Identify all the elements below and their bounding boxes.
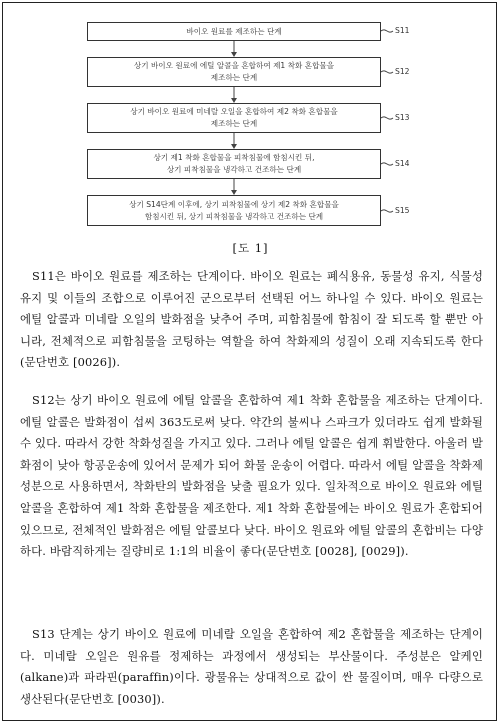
step-text: 제조하는 단계 (210, 73, 258, 82)
step-text: 바이오 원료를 제조하는 단계 (186, 26, 282, 36)
step-text: 상기 제1 착화 혼합물을 피착침물에 함침시킨 뒤, (153, 153, 315, 162)
step-tag-s14: S14 (395, 159, 410, 168)
step-text: 제조하는 단계 (210, 119, 258, 128)
step-tag-s12: S12 (395, 67, 410, 76)
flowchart-step-s15 (87, 195, 381, 226)
step-text: 함침시킨 뒤, 상기 피착침물을 냉각하고 건조하는 단계 (144, 211, 324, 221)
step-text: 상기 바이오 원료에 미네랄 오일을 혼합하여 제2 착화 혼합물을 (130, 107, 338, 116)
flowchart-step-s11 (87, 22, 381, 41)
paragraph-s13 (20, 624, 483, 710)
paragraph-text: S12는 상기 바이오 원료에 에틸 알콜을 혼합하여 제1 착화 혼합물을 제조하는 단계이다. 에틸 알콜은 발화점이 섭씨 363도로써 낮다. 약간의 불씨나 스파크가 있더라도 쉽게 발화될 수 있다. 따라서 강한 착화성질을 가지고 있다. 그러나 에틸 알콜은 쉽게 휘발한다. 아울러 발화점이 낮아 항공운송에 있어서 문제가 되어 화물 운송이 어렵다. 따라서 에틸 알콜을 착화제 성분으로 사용하면서, 착화탄의 발화점을 낮출 필요가 있다. 일차적으로 바이오 원료와 에틸 알콜을 혼합하여 제1 착화 혼합물을 제조한다. 제1 착화 혼합물에는 바이오 원료가 혼합되어 있으므로, 전체적인 발화점은 에틸 알콜보다 낮다. 바이오 원료와 에틸 알콜의 혼합비는 다양하다. 바람직하게는 질량비로 1:1의 비율이 좋다(문단번호 [0028], [0029]). (20, 393, 483, 559)
flowchart-step-s13 (87, 103, 381, 133)
step-tag-s15: S15 (395, 206, 410, 215)
step-tag-s11: S11 (395, 26, 410, 35)
flowchart-step-s14 (87, 149, 381, 179)
step-text: 상기 S14단계 이후에, 상기 피착침물에 상기 제2 착화 혼합물을 (129, 199, 339, 209)
step-tag-s13: S13 (395, 113, 410, 122)
flowchart-step-s12 (87, 57, 381, 87)
figure-caption: [도 1] (232, 241, 269, 255)
step-text: 상기 바이오 원료에 에틸 알콜을 혼합하여 제1 착화 혼합물을 (133, 61, 335, 70)
paragraph-s11 (20, 266, 483, 374)
paragraph-s12 (20, 390, 483, 563)
paragraph-text: S13 단계는 상기 바이오 원료에 미네랄 오일을 혼합하여 제2 혼합물을 제조하는 단계이다. 미네랄 오일은 원유를 정제하는 과정에서 생성되는 부산물이다. 주성분은 알케인(alkane)과 파라핀(paraffin)이다. 광물유는 상대적으로 값이 싼 물질이며, 매우 다량으로 생산된다(문단번호 [0030]). (20, 627, 483, 706)
paragraph-text: S11은 바이오 원료를 제조하는 단계이다. 바이오 원료는 폐식용유, 동물성 유지, 식물성 유지 및 이들의 조합으로 이루어진 군으로부터 선택된 어느 하나일 수 있다. 바이오 원료는 에틸 알콜과 미네랄 오일의 발화점을 낮추어 주며, 피함침물에 함침이 잘 되도록 할 뿐만 아니라, 전체적으로 피함침물을 코팅하는 역할을 하여 착화제의 성질이 오래 지속되도록 한다(문단번호 [0026]). (20, 269, 483, 370)
step-text: 상기 피착침물을 냉각하고 건조하는 단계 (166, 165, 302, 174)
